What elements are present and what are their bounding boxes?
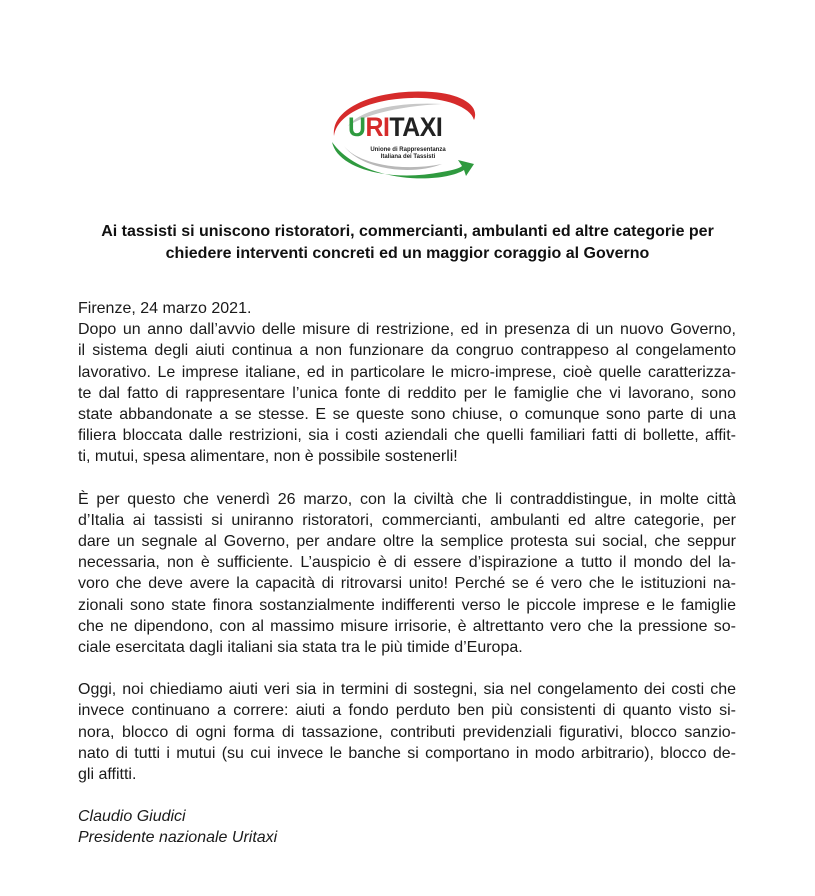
text-line: dare un segnale al Governo, per andare oltre la semplice protesta sui social, che seppur xyxy=(78,533,736,551)
signature-role: Presidente nazionale Uritaxi xyxy=(78,829,278,847)
text-line: nato di tutti i mutui (su cui invece le banche si comportano in modo arbitrario), blocco de- xyxy=(78,744,736,762)
text-line: lavorativo. Le imprese italiane, ed in particolare le micro-imprese, cioè quelle caratterizza- xyxy=(78,363,736,381)
paragraph xyxy=(78,489,736,659)
text-line: nora, blocco di ogni forma di tassazione, contributi previdenziali figurativi, blocco sanzio- xyxy=(78,723,736,741)
text-line: Oggi, noi chiediamo aiuti veri sia in termini di sostegni, sia nel congelamento dei costi che xyxy=(78,681,736,699)
signature-block xyxy=(78,806,736,848)
text-line: te dal fatto di rappresentare l’unica fonte di reddito per le famiglie che vi lavorano, sono xyxy=(78,384,736,402)
text-line: che ne dipendono, con al massimo misure irrisorie, è altrettanto vero che la pressione so- xyxy=(78,617,736,635)
text-line: Dopo un anno dall’avvio delle misure di restrizione, ed in presenza di un nuovo Governo, xyxy=(78,321,736,339)
title-line: Ai tassisti si uniscono ristoratori, commercianti, ambulanti ed altre categorie per xyxy=(101,223,714,240)
text-line: gli affitti. xyxy=(78,766,137,784)
text-line: filiera bloccata dalle restrizioni, sia i costi aziendali che quelli familiari fatti di bollette, affit- xyxy=(78,427,736,445)
text-line: voro che deve avere la capacità di ritrovarsi unito! Perché se é vero che le istituzioni na- xyxy=(78,575,736,593)
logo-wordmark-taxi: TAXI xyxy=(389,112,443,142)
title-line: chiedere interventi concreti ed un maggior coraggio al Governo xyxy=(165,245,650,262)
signature-name: Claudio Giudici xyxy=(78,808,186,826)
uritaxi-logo xyxy=(322,84,490,190)
text-line: necessaria, non è sufficiente. L’auspicio è di essere d’ispirazione a tutto il mondo del la- xyxy=(78,554,736,572)
text-line: il sistema degli aiuti continua a non funzionare da congruo contrappeso al congelamento xyxy=(78,342,736,360)
letter-body xyxy=(78,298,736,849)
text-line: È per questo che venerdì 26 marzo, con la civiltà che li contraddistingue, in molte città xyxy=(78,490,736,508)
text-line: zionali sono state finora sostanzialmente indifferenti verso le piccole imprese e le famiglie xyxy=(78,596,736,614)
text-line: state abbandonate a se stesse. E se queste sono chiuse, o comunque sono parte di una xyxy=(78,406,736,424)
page-title xyxy=(40,221,775,265)
text-line: ciale esercitata dagli italiani sia stata tra le più timide d’Europa. xyxy=(78,639,523,657)
text-line: Firenze, 24 marzo 2021. xyxy=(78,300,252,317)
logo-wordmark-uri: URI xyxy=(348,112,390,142)
logo-wordmark xyxy=(348,112,442,142)
paragraph xyxy=(78,679,736,785)
logo-tagline-line: Unione di Rappresentanza xyxy=(370,147,446,153)
text-line: d’Italia ai tassisti si uniranno ristoratori, commercianti, ambulanti ed altre categorie, per xyxy=(78,511,736,529)
text-line: invece continuano a correre: aiuti a fondo perduto ben più consistenti di quanto visto si- xyxy=(78,702,736,720)
logo-tagline xyxy=(362,147,454,161)
paragraph xyxy=(78,298,736,468)
logo-tagline-line: Italiana dei Tassisti xyxy=(380,154,436,160)
text-line: ti, mutui, spesa alimentare, non è possibile sostenerli! xyxy=(78,448,458,466)
